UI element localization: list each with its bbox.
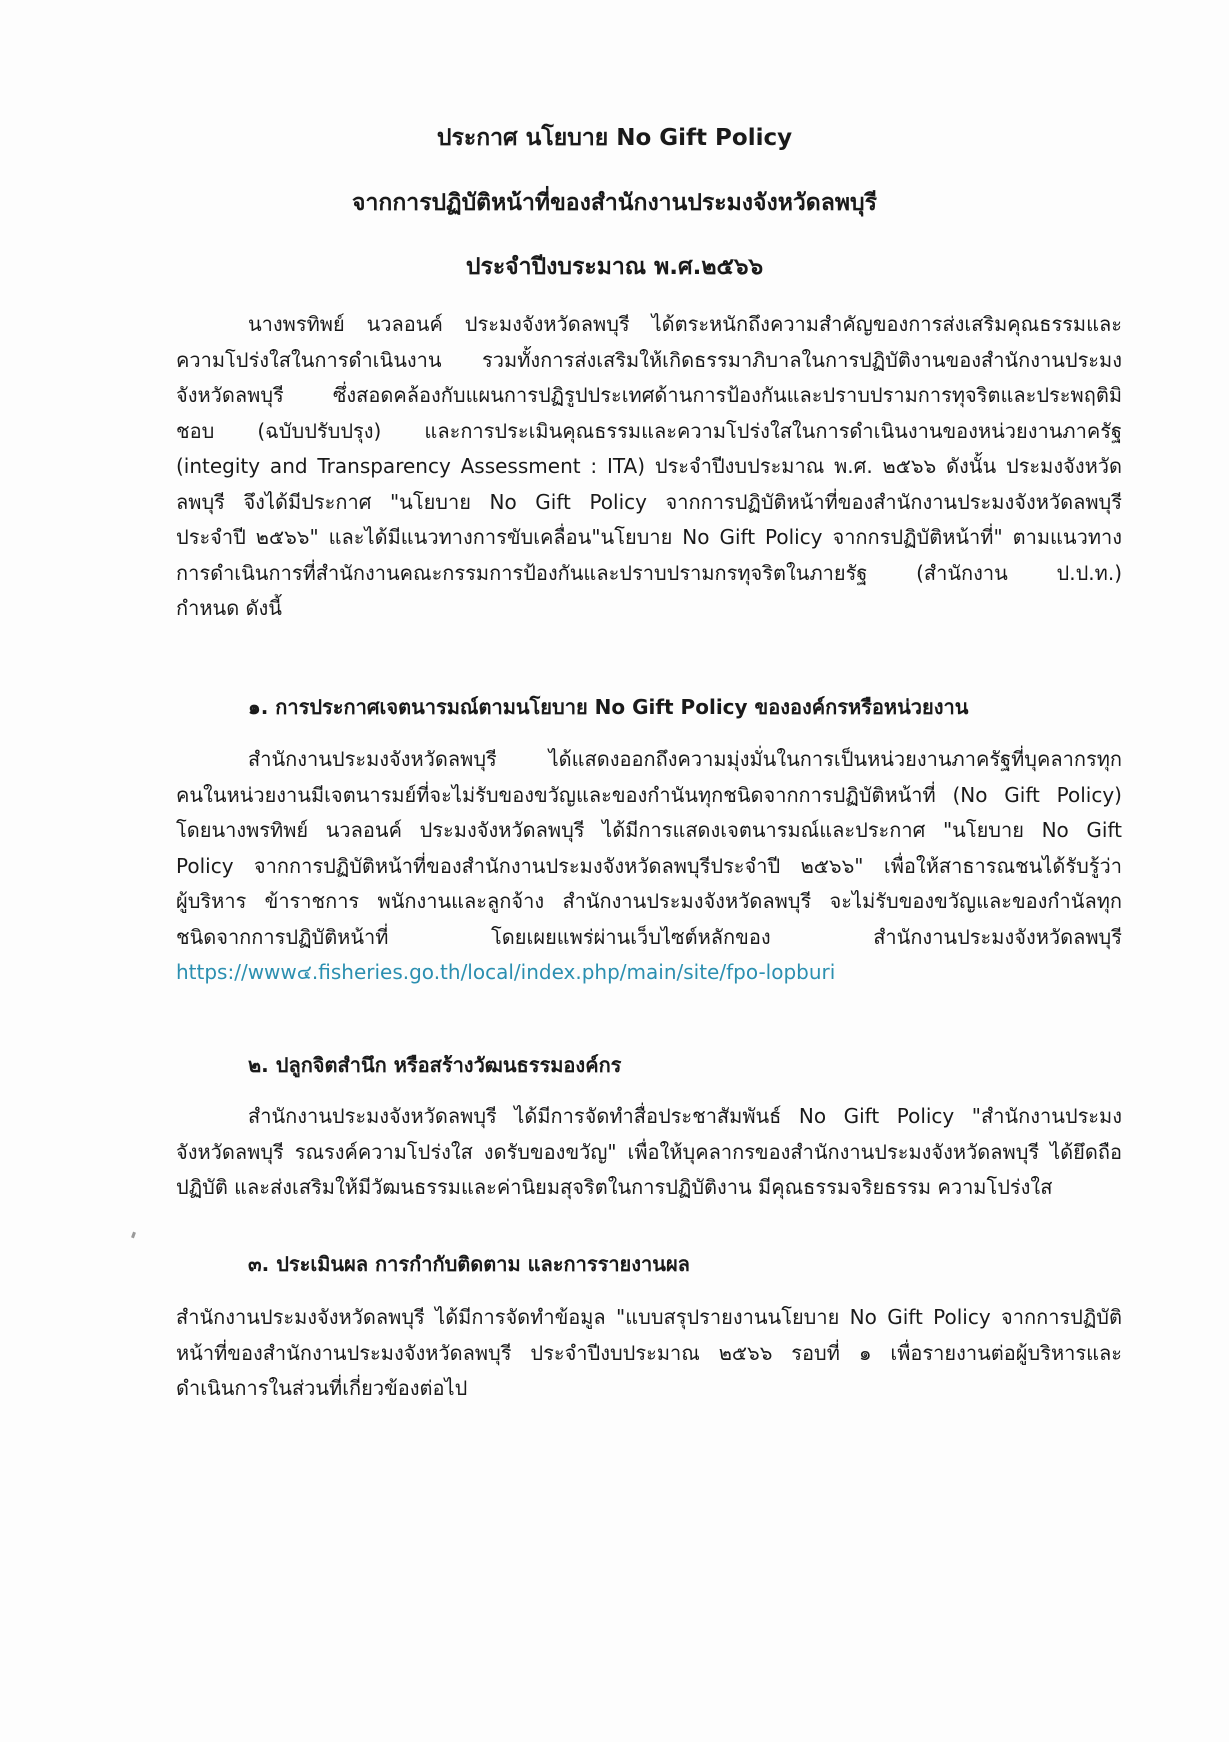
intro-line: การดำเนินการที่สำนักงานคณะกรรมการป้องกันและปราบปรามกรทุจริตในภายรัฐ (สำนักงาน ป.ป.ท.) xyxy=(176,560,1122,585)
document-subtitle: จากการปฏิบัติหน้าที่ของสำนักงานประมงจังหวัดลพบุรี xyxy=(352,190,877,216)
scan-speck xyxy=(131,1232,136,1239)
section-3-paragraph xyxy=(176,1300,1122,1407)
intro-line: ชอบ (ฉบับปรับปรุง) และการประเมินคุณธรรมและความโปร่งใสในการดำเนินงานของหน่วยงานภาครัฐ xyxy=(176,418,1122,443)
section-1-line: ชนิดจากการปฏิบัติหน้าที่ โดยเผยแพร่ผ่านเว็บไซต์หลักของ สำนักงานประมงจังหวัดลพบุรี xyxy=(176,924,1122,949)
section-1-line: โดยนางพรทิพย์ นวลอนค์ ประมงจังหวัดลพบุรี ได้มีการแสดงเจตนารมณ์และประกาศ "นโยบาย No Gift xyxy=(176,818,1122,842)
section-1-line: ผู้บริหาร ข้าราชการ พนักงานและลูกจ้าง สำนักงานประมงจังหวัดลพบุรี จะไม่รับของขวัญและของกำนัลทุก xyxy=(176,889,1122,913)
section-2-line: สำนักงานประมงจังหวัดลพบุรี ได้มีการจัดทำสื่อประชาสัมพันธ์ No Gift Policy "สำนักงานประมง xyxy=(248,1104,1122,1128)
intro-line: (integity and Transparency Assessment : ITA) ประจำปีงบประมาณ พ.ศ. ๒๕๖๖ ดังนั้น ประมงจังหวัด xyxy=(176,454,1122,478)
intro-line: ความโปร่งใสในการดำเนินงาน รวมทั้งการส่งเสริมให้เกิดธรรมาภิบาลในการปฏิบัติงานของสำนักงานประมง xyxy=(176,347,1122,372)
website-link[interactable]: https://www๔.fisheries.go.th/local/index.php/main/site/fpo-lopburi xyxy=(176,960,836,984)
document-title: ประกาศ นโยบาย No Gift Policy xyxy=(436,125,793,151)
section-3-line: ดำเนินการในส่วนที่เกี่ยวข้องต่อไป xyxy=(176,1376,468,1400)
intro-line: จังหวัดลพบุรี ซึ่งสอดคล้องกับแผนการปฏิรูปประเทศด้านการป้องกันและปราบปรามการทุจริตและประพฤติมิ xyxy=(176,383,1122,407)
document-fiscal-year: ประจำปีงบระมาณ พ.ศ.๒๕๖๖ xyxy=(465,254,764,280)
section-1-paragraph xyxy=(176,742,1122,991)
section-1-line: Policy จากการปฏิบัติหน้าที่ของสำนักงานประมงจังหวัดลพบุรีประจำปี ๒๕๖๖" เพื่อให้สาธารณชนได้รับรู้ว่า xyxy=(176,853,1122,878)
section-3-line: สำนักงานประมงจังหวัดลพบุรี ได้มีการจัดทำข้อมูล "แบบสรุปรายงานนโยบาย No Gift Policy จากการปฏิบัติ xyxy=(176,1305,1122,1329)
section-1-heading: ๑. การประกาศเจตนารมณ์ตามนโยบาย No Gift Policy ขององค์กรหรือหน่วยงาน xyxy=(248,695,969,719)
intro-line: นางพรทิพย์ นวลอนค์ ประมงจังหวัดลพบุรี ได้ตระหนักถึงความสำคัญของการส่งเสริมคุณธรรมและ xyxy=(248,312,1122,336)
section-3-heading: ๓. ประเมินผล การกำกับติดตาม และการรายงานผล xyxy=(248,1252,690,1276)
intro-line: ลพบุรี จึงได้มีประกาศ "นโยบาย No Gift Policy จากการปฏิบัติหน้าที่ของสำนักงานประมงจังหวัดลพบุรี xyxy=(176,489,1122,514)
section-3-line: หน้าที่ของสำนักงานประมงจังหวัดลพบุรี ประจำปีงบประมาณ ๒๕๖๖ รอบที่ ๑ เพื่อรายงานต่อผู้บริหารและ xyxy=(176,1340,1122,1365)
intro-paragraph xyxy=(176,307,1122,627)
section-1-line: สำนักงานประมงจังหวัดลพบุรี ได้แสดงออกถึงความมุ่งมั่นในการเป็นหน่วยงานภาครัฐที่บุคลากรทุก xyxy=(248,747,1122,771)
section-2-heading: ๒. ปลูกจิตสำนึก หรือสร้างวัฒนธรรมองค์กร xyxy=(248,1053,622,1077)
section-2-paragraph xyxy=(176,1099,1122,1206)
section-2-line: ปฏิบัติ และส่งเสริมให้มีวัฒนธรรมและค่านิยมสุจริตในการปฏิบัติงาน มีคุณธรรมจริยธรรม ความโปร่งใส xyxy=(176,1175,1053,1199)
intro-line: ประจำปี ๒๕๖๖" และได้มีแนวทางการขับเคลื่อน"นโยบาย No Gift Policy จากกรปฏิบัติหน้าที่" ตามแนวทาง xyxy=(176,525,1122,549)
section-2-line: จังหวัดลพบุรี รณรงค์ความโปร่งใส งดรับของขวัญ" เพื่อให้บุคลากรของสำนักงานประมงจังหวัดลพบุรี ได้ยึดถือ xyxy=(176,1139,1122,1164)
intro-line: กำหนด ดังนี้ xyxy=(176,596,282,620)
section-1-line: คนในหน่วยงานมีเจตนารมย์ที่จะไม่รับของขวัญและของกำนันทุกชนิดจากการปฏิบัติหน้าที่ (No Gift Policy) xyxy=(176,782,1122,807)
